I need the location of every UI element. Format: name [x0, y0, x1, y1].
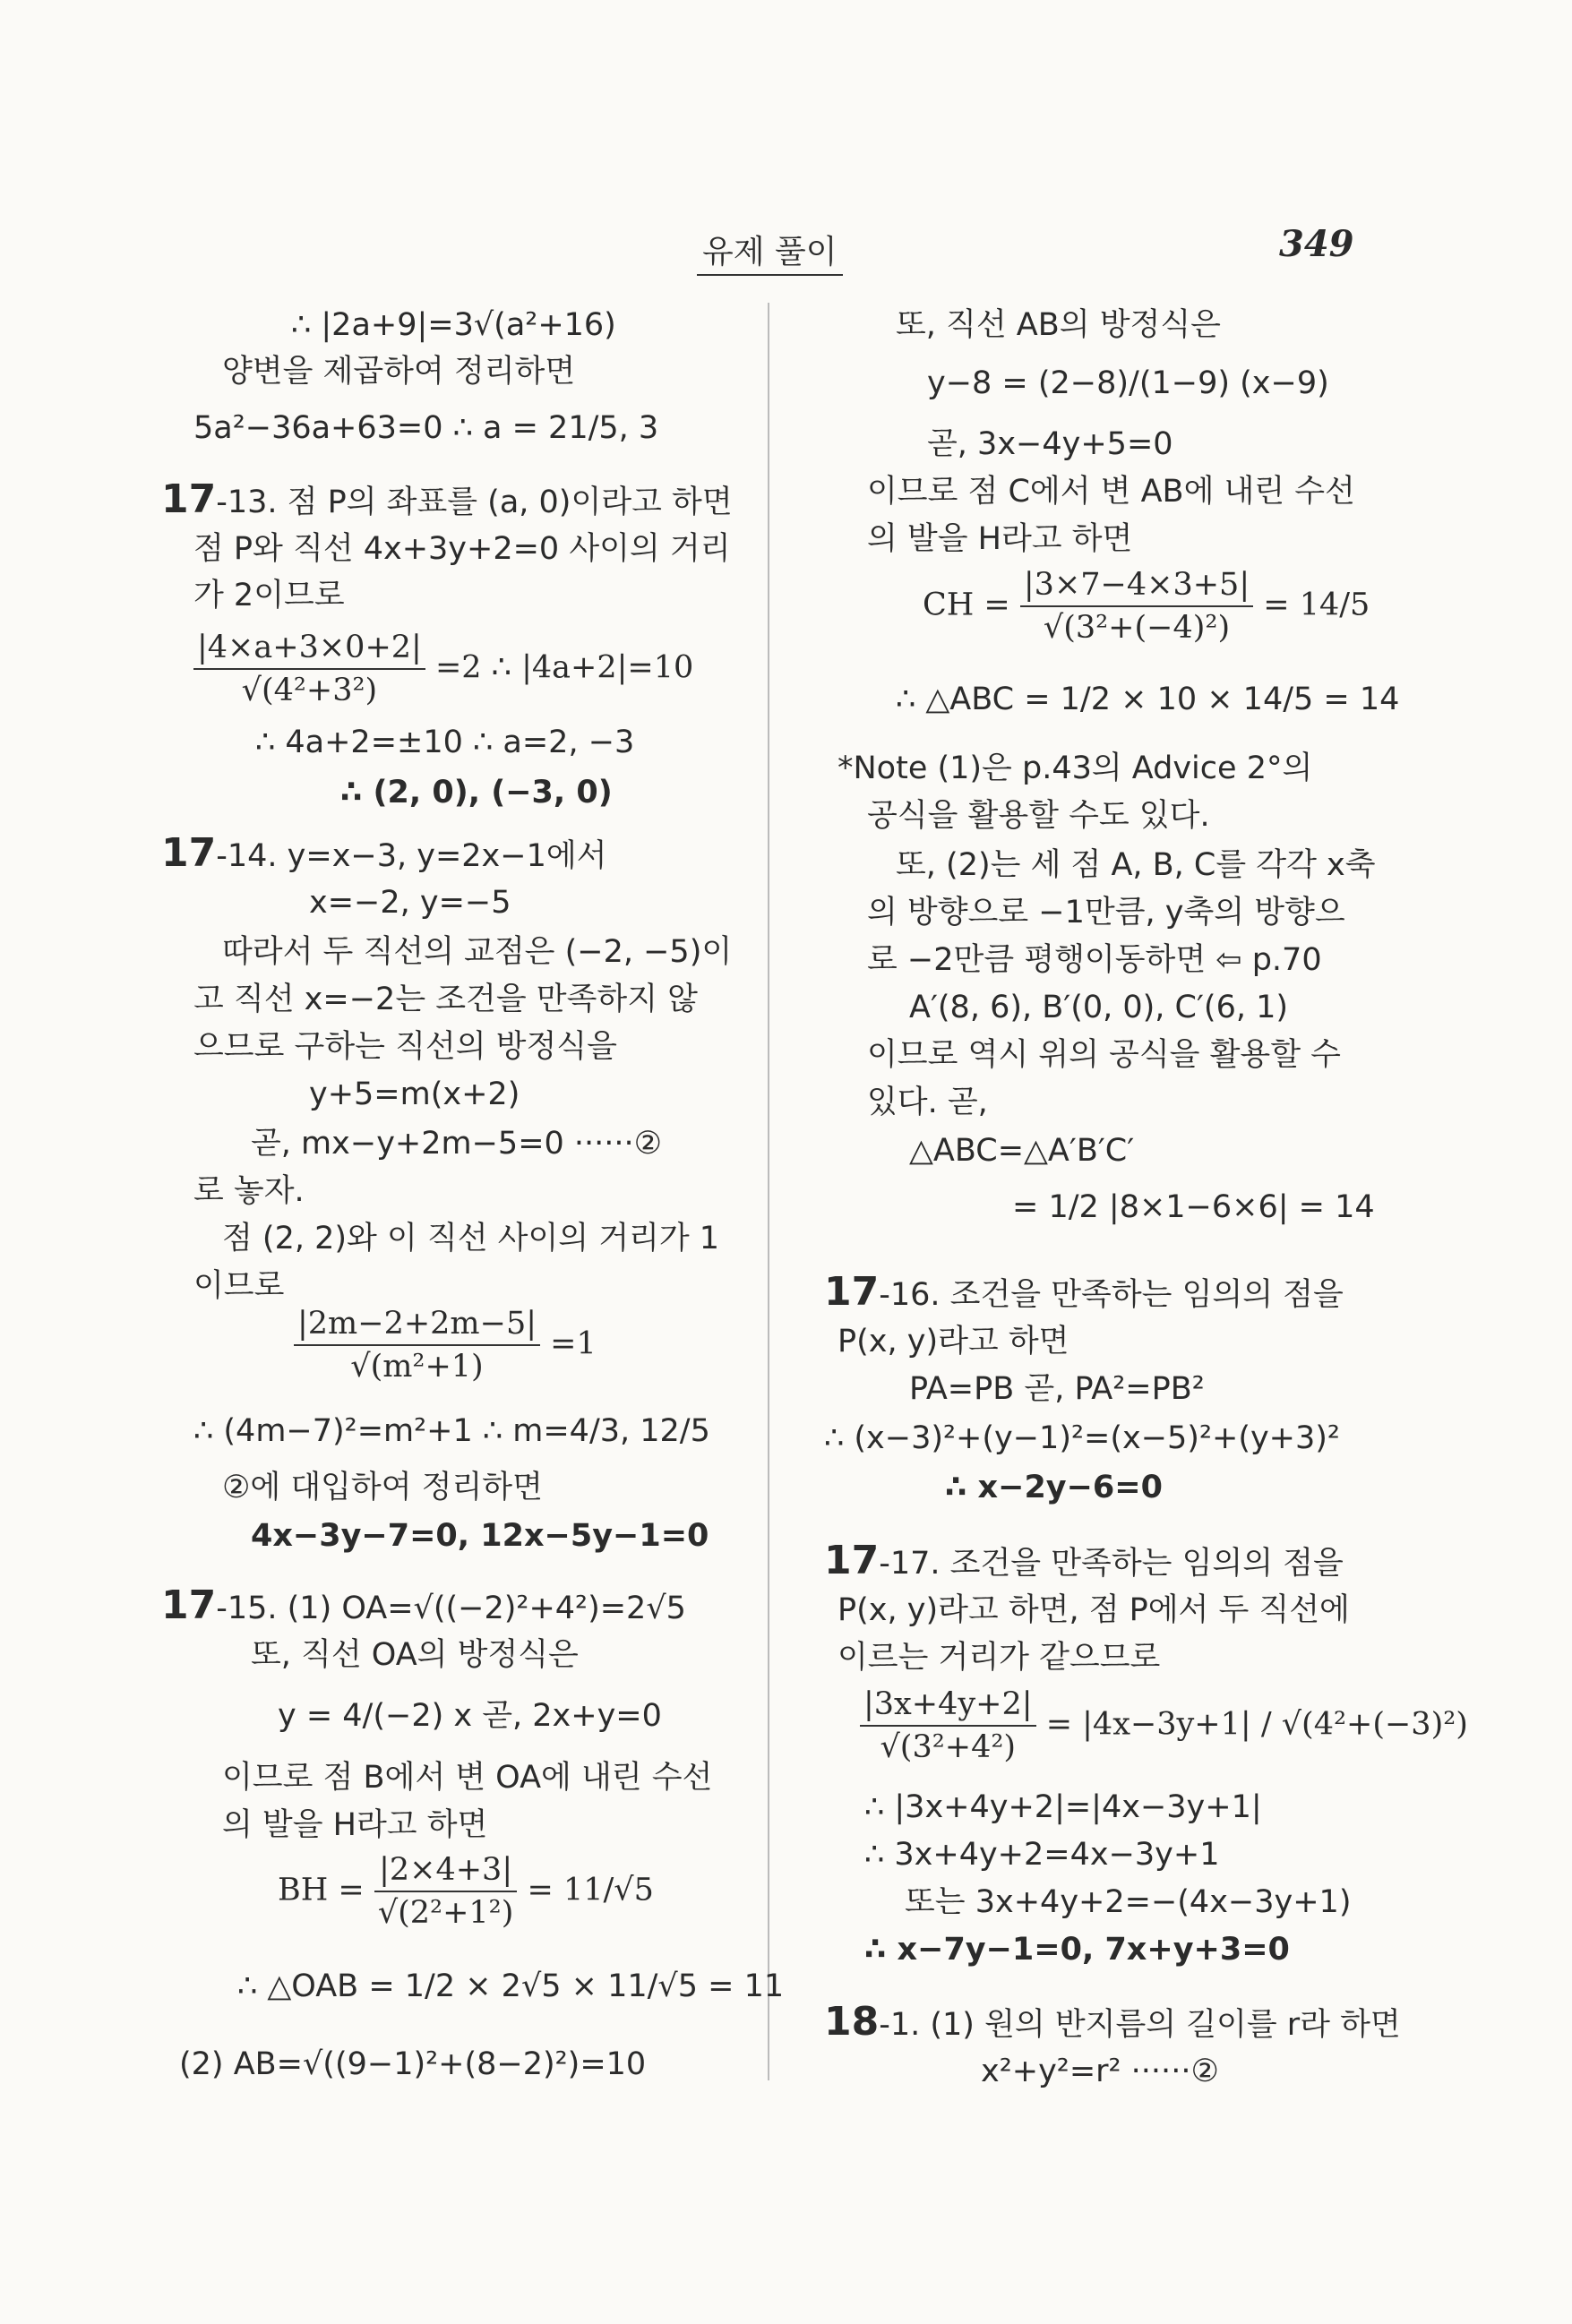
- equation-tail: =2 ∴ |4a+2|=10: [425, 649, 694, 686]
- equation-line: ∴ △ABC = 1/2 × 10 × 14/5 = 14: [896, 682, 1400, 717]
- text-line: 의 발을 H라고 하면: [222, 1807, 488, 1843]
- text-line: 의 방향으로 −1만큼, y축의 방향으: [867, 895, 1345, 930]
- section-title: 유제 풀이: [697, 227, 843, 276]
- problem-17-17: [824, 1540, 1344, 1584]
- text-line: 이므로 점 B에서 변 OA에 내린 수선: [222, 1760, 713, 1796]
- column-divider: [768, 303, 769, 2080]
- equation-tail: = 14/5: [1253, 587, 1370, 623]
- equation-line: ∴ 4a+2=±10 ∴ a=2, −3: [255, 725, 635, 760]
- text-line: 이므로 역시 위의 공식을 활용할 수: [867, 1037, 1341, 1073]
- text-line: 따라서 두 직선의 교점은 (−2, −5)이: [222, 934, 733, 970]
- problem-17-14: [161, 830, 607, 877]
- text-line: 이므로 점 C에서 변 AB에 내린 수선: [867, 474, 1355, 510]
- equation-line: ∴ (x−3)²+(y−1)²=(x−5)²+(y+3)²: [824, 1420, 1340, 1456]
- fraction: [1020, 564, 1253, 648]
- problem-number: 17: [161, 476, 217, 522]
- text-line: 가 2이므로: [193, 578, 345, 613]
- problem-number: 17: [161, 1582, 217, 1628]
- equation-line: = 1/2 |8×1−6×6| = 14: [1012, 1189, 1375, 1225]
- equation-line: y = 4/(−2) x 곧, 2x+y=0: [278, 1698, 662, 1734]
- text-line: 이르는 거리가 같으므로: [838, 1640, 1161, 1676]
- text-line: 고 직선 x=−2는 조건을 만족하지 않: [193, 982, 698, 1017]
- problem-heading: -17. 조건을 만족하는 임의의 점을: [879, 1546, 1344, 1582]
- fraction: [193, 627, 425, 711]
- equation-line: PA=PB 곧, PA²=PB²: [909, 1371, 1205, 1407]
- problem-number: 17: [824, 1269, 880, 1315]
- equation-line: ∴ |2a+9|=3√(a²+16): [291, 307, 616, 343]
- equation-line: △ABC=△A′B′C′: [909, 1133, 1135, 1169]
- problem-number: 17: [824, 1538, 880, 1583]
- equation-line: ∴ |3x+4y+2|=|4x−3y+1|: [864, 1789, 1262, 1825]
- equation-line: y−8 = (2−8)/(1−9) (x−9): [927, 365, 1329, 401]
- problem-17-16: [824, 1269, 1344, 1316]
- fraction-equation: [278, 1849, 654, 1934]
- problem-17-13: [161, 476, 733, 523]
- fraction-denominator: √(3²+(−4)²): [1043, 610, 1231, 646]
- equation-line: 곧, 3x−4y+5=0: [927, 426, 1173, 462]
- equation-line: 또는 3x+4y+2=−(4x−3y+1): [905, 1884, 1352, 1920]
- text-line: ②에 대입하여 정리하면: [222, 1470, 543, 1505]
- fraction-numerator: |2m−2+2m−5|: [294, 1303, 540, 1346]
- equation-line: ∴ 3x+4y+2=4x−3y+1: [864, 1837, 1220, 1873]
- fraction-numerator: |4×a+3×0+2|: [193, 627, 425, 670]
- problem-number: 18: [824, 1999, 880, 2045]
- text-line: 로 놓자.: [193, 1173, 305, 1209]
- page-number: 349: [1279, 223, 1354, 265]
- equation-line: 5a²−36a+63=0 ∴ a = 21/5, 3: [193, 410, 659, 446]
- problem-heading: -16. 조건을 만족하는 임의의 점을: [879, 1277, 1344, 1313]
- fraction: [374, 1849, 518, 1934]
- text-line: 의 발을 H라고 하면: [867, 521, 1133, 557]
- fraction-numerator: |3×7−4×3+5|: [1020, 564, 1253, 607]
- equation-tail: = 11/√5: [517, 1872, 654, 1908]
- fraction-numerator: |3x+4y+2|: [860, 1684, 1036, 1727]
- problem-number: 17: [161, 830, 217, 876]
- fraction-numerator: |2×4+3|: [374, 1849, 518, 1892]
- fraction-equation: [193, 627, 693, 711]
- problem-heading: -15. (1) OA=√((−2)²+4²)=2√5: [216, 1591, 686, 1626]
- equation-tail: = |4x−3y+1| / √(4²+(−3)²): [1035, 1706, 1468, 1743]
- text-line: P(x, y)라고 하면: [838, 1324, 1069, 1359]
- text-line: 또, 직선 OA의 방정식은: [251, 1637, 579, 1673]
- text-line: 공식을 활용할 수도 있다.: [867, 798, 1210, 834]
- equation-line: (2) AB=√((9−1)²+(8−2)²)=10: [179, 2046, 647, 2082]
- answer-line: ∴ x−2y−6=0: [945, 1470, 1163, 1505]
- text-line: 점 (2, 2)와 이 직선 사이의 거리가 1: [222, 1221, 720, 1256]
- answer-line: 4x−3y−7=0, 12x−5y−1=0: [251, 1518, 709, 1554]
- problem-heading: -14. y=x−3, y=2x−1에서: [216, 838, 607, 874]
- problem-18-1: [824, 1999, 1401, 2045]
- answer-line: ∴ x−7y−1=0, 7x+y+3=0: [864, 1932, 1290, 1968]
- fraction: [860, 1684, 1036, 1768]
- fraction-equation: [860, 1684, 1468, 1768]
- text-line: 있다. 곧,: [867, 1085, 988, 1120]
- equation-tail: =1: [540, 1325, 597, 1362]
- text-line: 점 P와 직선 4x+3y+2=0 사이의 거리: [193, 531, 731, 567]
- fraction-equation: [294, 1303, 597, 1387]
- fraction-denominator: √(4²+3²): [241, 673, 378, 708]
- equation-head: BH =: [278, 1872, 374, 1908]
- equation-line: ∴ △OAB = 1/2 × 2√5 × 11/√5 = 11: [237, 1968, 785, 2004]
- answer-line: ∴ (2, 0), (−3, 0): [340, 775, 613, 810]
- text-line: 양변을 제곱하여 정리하면: [222, 354, 576, 390]
- equation-line: x=−2, y=−5: [309, 885, 511, 921]
- equation-head: CH =: [923, 587, 1020, 623]
- text-line: 또, 직선 AB의 방정식은: [896, 307, 1221, 343]
- fraction-denominator: √(3²+4²): [880, 1729, 1017, 1765]
- text-line: 또, (2)는 세 점 A, B, C를 각각 x축: [896, 847, 1376, 883]
- problem-heading: -1. (1) 원의 반지름의 길이를 r라 하면: [879, 2007, 1401, 2043]
- fraction: [294, 1303, 540, 1387]
- fraction-denominator: √(m²+1): [350, 1349, 484, 1385]
- equation-line: ∴ (4m−7)²=m²+1 ∴ m=4/3, 12/5: [193, 1413, 710, 1449]
- text-line: 이므로: [193, 1268, 285, 1304]
- text-line: P(x, y)라고 하면, 점 P에서 두 직선에: [838, 1592, 1350, 1628]
- problem-17-15: [161, 1582, 686, 1629]
- text-line: 으므로 구하는 직선의 방정식을: [193, 1029, 617, 1065]
- text-line: 로 −2만큼 평행이동하면 ⇦ p.70: [867, 942, 1322, 978]
- problem-heading: -13. 점 P의 좌표를 (a, 0)이라고 하면: [216, 485, 733, 520]
- fraction-denominator: √(2²+1²): [377, 1895, 514, 1931]
- equation-line: x²+y²=r² ······②: [981, 2054, 1219, 2089]
- equation-line: 곧, mx−y+2m−5=0 ······②: [251, 1126, 663, 1162]
- equation-line: A′(8, 6), B′(0, 0), C′(6, 1): [909, 990, 1289, 1025]
- note-line: *Note (1)은 p.43의 Advice 2°의: [838, 750, 1313, 786]
- page-header: [0, 219, 1572, 273]
- fraction-equation: [923, 564, 1370, 648]
- equation-line: y+5=m(x+2): [309, 1076, 520, 1112]
